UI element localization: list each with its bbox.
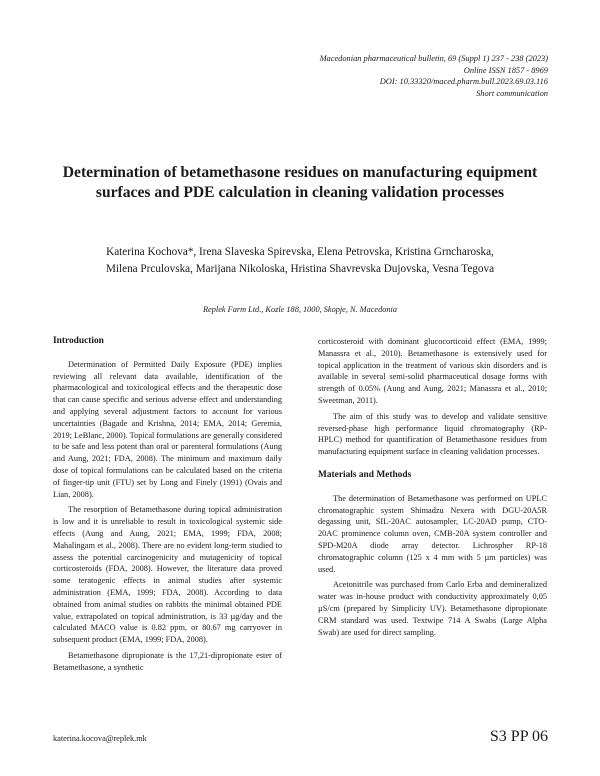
intro-paragraph-1: Determination of Permitted Daily Exposure (PDE) implies reviewing all relevant data available, identification of the pharmacological and toxicological effects and the therapeutic dose that can cause specific and serious adverse effect and understanding and applying several adjustment factors to account for various uncertainties (Bagade and Krishna, 2014; EMA, 2014; Geremia, 2019; LeBlanc, 2000). Topical formulations are generally considered to be safe and less potent than oral or parenteral formulations (Aung and Aung, 2021; FDA, 2008). The minimum and maximum daily dose of topical formulations can be calculated based on the criteria of finger-tip unit (FTU) set by Long and Finely (1991) (Ovais and Lian, 2008). bbox=[53, 359, 282, 499]
article-type: Short communication bbox=[476, 88, 548, 98]
introduction-heading: Introduction bbox=[53, 336, 104, 346]
intro-paragraph-4: The aim of this study was to develop and validate sensitive reversed-phase high performance liquid chromatography (RP-HPLC) method for quantification of Betamethasone residues from manufacturing equipment surface in cleaning validation processes. bbox=[318, 411, 547, 457]
authors-line-1: Katerina Kochova*, Irena Slaveska Spirevska, Elena Petrovska, Kristina Grncharoska, bbox=[106, 246, 494, 258]
journal-citation: Macedonian pharmaceutical bulletin, 69 (Suppl 1) 237 - 238 (2023) bbox=[319, 54, 548, 63]
affiliation: Replek Farm Ltd., Kozle 188, 1000, Skopje, N. Macedonia bbox=[202, 305, 398, 314]
left-column bbox=[53, 336, 282, 678]
page-code: S3 PP 06 bbox=[489, 728, 548, 745]
right-column bbox=[318, 336, 547, 642]
methods-paragraph-1: The determination of Betamethasone was performed on UPLC chromatographic system Shimadzu Nexera with DGU-20A5R degassing unit, SIL-20AC autosampler, LC-20AD pump, CTO-20AC prominence column oven, CMB-20A system controller and SPD-M20A diode array detector. Lichrospher RP-18 chromatographic column (125 x 4 mm with 5 µm particles) was used. bbox=[318, 493, 547, 574]
methods-paragraph-2: Acetonitrile was purchased from Carlo Erba and demineralized water was in-house product with conductivity approximately 0,05 µS/cm (prepared by Simplicity UV). Betamethasone dipropionate CRM standard was used. Textwipe 714 A Swabs (Large Alpha Swab) are used for direct sampling. bbox=[318, 580, 547, 637]
article-title: Determination of betamethasone residues on manufacturing equipment surfaces and PDE calculation in cleaning validation processes bbox=[62, 164, 538, 201]
contact-email: katerina.kocova@replek.mk bbox=[53, 734, 147, 743]
author-list bbox=[40, 244, 560, 278]
journal-header bbox=[320, 53, 548, 99]
methods-heading: Materials and Methods bbox=[318, 469, 412, 480]
intro-paragraph-3-continued: corticosteroid with dominant glucocorticoid effect (EMA, 1999; Manassra et al., 2010). Betamethasone is extensively used for topical application in the treatment of various skin disorders and is available in several semi-solid pharmaceutical dosage forms with strength of 0.05% (Aung and Aung, 2021; Manassra et al., 2010; Sweetman, 2011). bbox=[318, 337, 547, 405]
intro-paragraph-3: Betamethasone dipropionate is the 17,21-dipropionate ester of Betamethasone, a synthetic bbox=[53, 650, 282, 672]
doi: DOI: 10.33320/maced.pharm.bull.2023.69.03.116 bbox=[379, 77, 548, 87]
issn: Online ISSN 1857 - 8969 bbox=[463, 65, 548, 75]
authors-line-2: Milena Prculovska, Marijana Nikoloska, Hristina Shavrevska Dujovska, Vesna Tegova bbox=[105, 263, 495, 275]
intro-paragraph-2: The resorption of Betamethasone during topical administration is low and it is unreliable to result in toxicological systemic side effects (Aung and Aung, 2021; EMA, 1999; FDA, 2008; Mahalingam et al., 2008). There are no evident long-term studied to assess the potential carcinogenicity and mutagenicity of topical corticosteroids (FDA, 2008). However, the literature data proved some teratogenic effects in animal studies after systemic administration (EMA, 1999; FDA, 2008). According to data obtained from animal studies on rabbits the minimal obtained PDE value, extrapolated on topical administration, is 33 µg/day and the calculated MACO value is 0.82 ppm, or 80.67 mg carryover in subsequent product (EMA, 1999; FDA, 2008). bbox=[53, 505, 282, 645]
